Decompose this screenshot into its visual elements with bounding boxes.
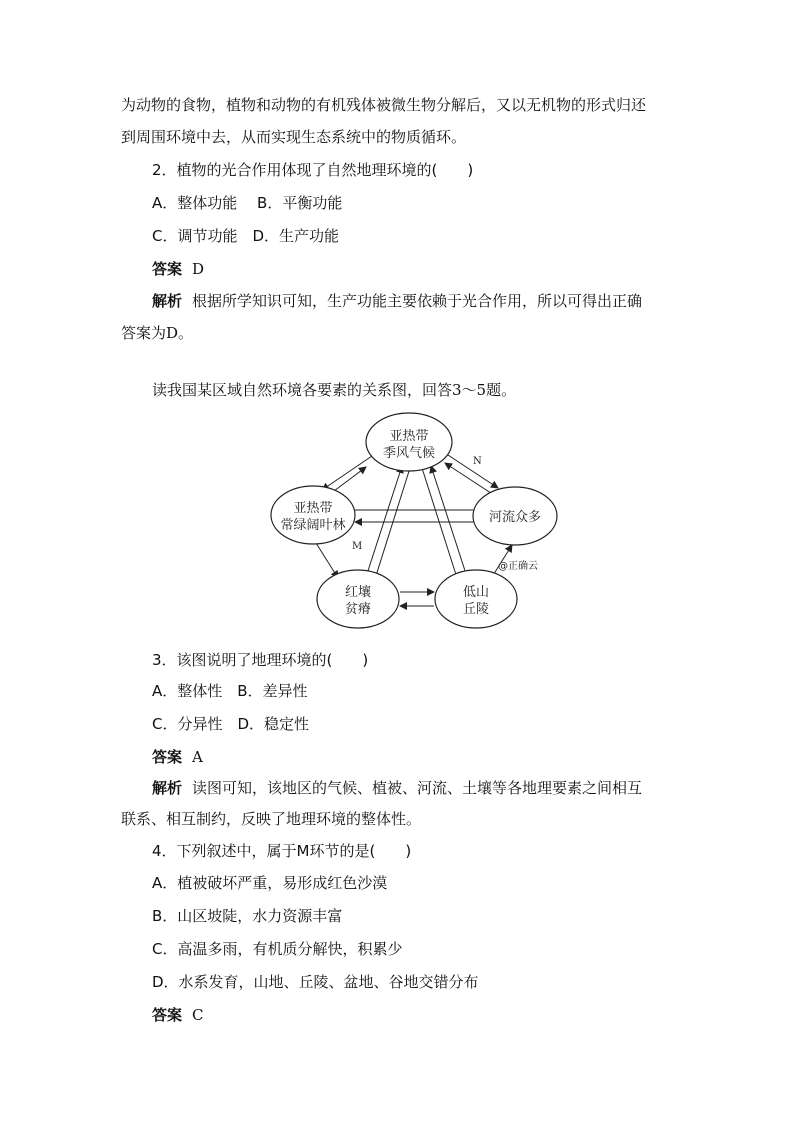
passage-text: 读我国某区域自然环境各要素的关系图，回答3～5题。 xyxy=(152,381,517,399)
q2-options-row-1: A．整体功能 B．平衡功能 xyxy=(152,194,343,212)
q3-answer-label: 答案 xyxy=(152,748,183,766)
node-climate-line-1: 亚热带 xyxy=(389,429,429,444)
node-climate xyxy=(366,413,452,471)
node-hills-line-1: 低山 xyxy=(462,585,490,600)
node-soil xyxy=(317,570,399,628)
label-n: N xyxy=(473,456,482,467)
q3-options-row-1: A．整体性 B．差异性 xyxy=(152,682,308,700)
node-rivers xyxy=(473,487,557,545)
q2-analysis-line-2: 答案为D。 xyxy=(121,324,194,342)
node-hills xyxy=(435,570,517,628)
q2-analysis-label: 解析 xyxy=(152,292,183,310)
q3-analysis-label: 解析 xyxy=(152,779,183,797)
q2-analysis-text-1: 根据所学知识可知，生产功能主要依赖于光合作用，所以可得出正确 xyxy=(192,292,643,310)
q3-analysis-line-1 xyxy=(152,778,642,798)
arrow-forest-to-soil xyxy=(316,543,338,578)
node-forest-line-1: 亚热带 xyxy=(293,501,333,516)
node-forest xyxy=(271,486,355,544)
q4-answer xyxy=(152,1005,204,1025)
q4-option-c: C．高温多雨，有机质分解快，积累少 xyxy=(152,940,403,958)
q4-option-b: B．山区坡陡，水力资源丰富 xyxy=(152,907,343,925)
arrow-climate-to-soil xyxy=(374,468,410,582)
q3-options-row-2: C．分异性 D．稳定性 xyxy=(152,715,310,733)
node-climate-line-2: 季风气候 xyxy=(382,446,436,461)
watermark: @正确云 xyxy=(498,561,538,572)
q3-stem: 3．该图说明了地理环境的( ) xyxy=(152,651,369,669)
q3-answer-value: A xyxy=(192,748,203,766)
q4-answer-value: C xyxy=(192,1006,204,1024)
q2-options-row-2: C．调节功能 D．生产功能 xyxy=(152,227,340,245)
q3-analysis-text-1: 读图可知，该地区的气候、植被、河流、土壤等各地理要素之间相互 xyxy=(192,779,643,797)
arrow-climate-to-forest xyxy=(322,456,372,490)
intro-line-1: 为动物的食物，植物和动物的有机残体被微生物分解后，又以无机物的形式归还 xyxy=(121,96,647,114)
arrow-hills-to-climate xyxy=(431,466,468,580)
q4-option-a: A．植被破坏严重，易形成红色沙漠 xyxy=(152,874,388,892)
q4-answer-label: 答案 xyxy=(152,1006,183,1024)
q4-stem: 4．下列叙述中，属于M环节的是( ) xyxy=(152,842,412,860)
arrow-soil-to-climate xyxy=(365,466,402,580)
node-rivers-line-1: 河流众多 xyxy=(488,510,542,525)
q4-option-d: D．水系发育，山地、丘陵、盆地、谷地交错分布 xyxy=(152,973,479,991)
node-soil-line-1: 红壤 xyxy=(344,585,372,600)
intro-line-2: 到周围环境中去，从而实现生态系统中的物质循环。 xyxy=(121,128,467,146)
q2-answer-label: 答案 xyxy=(152,260,183,278)
q2-answer-value: D xyxy=(192,260,205,278)
q3-analysis-line-2: 联系、相互制约，反映了地理环境的整体性。 xyxy=(121,810,422,828)
node-soil-line-2: 贫瘠 xyxy=(344,602,372,617)
label-m: M xyxy=(352,541,363,552)
node-hills-line-2: 丘陵 xyxy=(462,602,490,617)
q2-stem: 2．植物的光合作用体现了自然地理环境的( ) xyxy=(152,161,474,179)
node-forest-line-2: 常绿阔叶林 xyxy=(280,518,346,533)
arrow-climate-to-hills xyxy=(422,468,458,581)
q3-answer xyxy=(152,747,203,767)
